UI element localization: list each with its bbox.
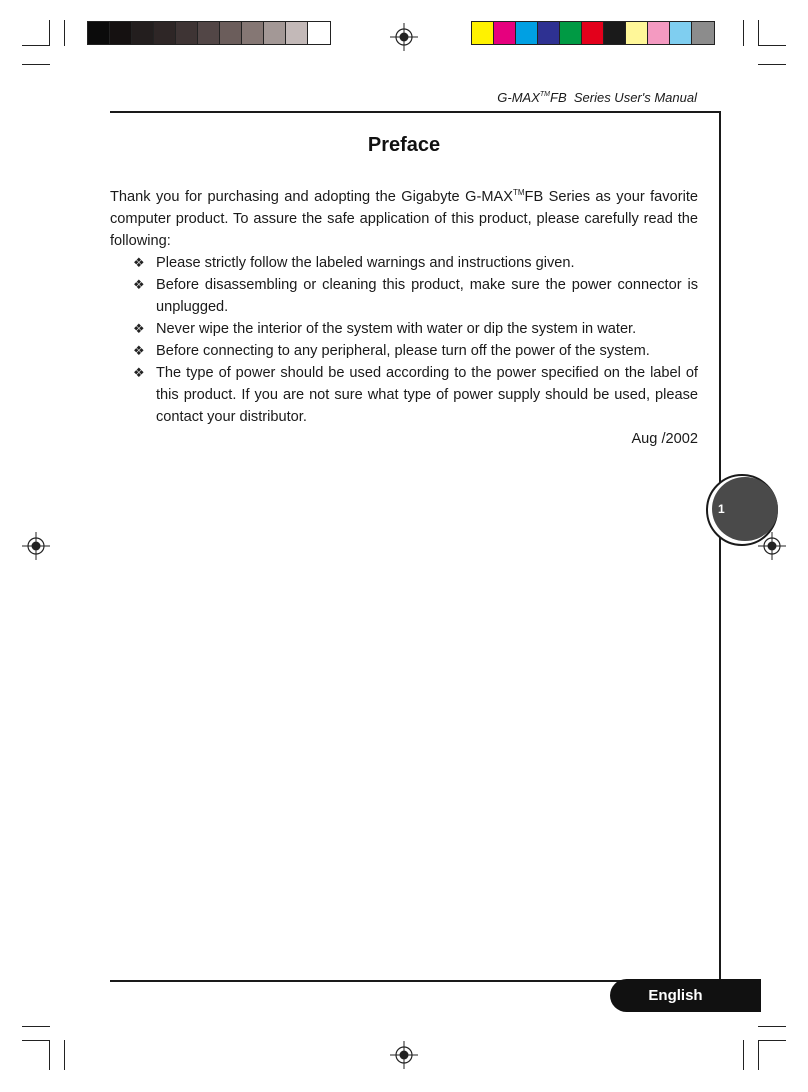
color-swatch	[538, 22, 560, 44]
registration-mark-icon	[389, 22, 419, 52]
page-number: 1	[718, 502, 725, 516]
intro-text-a: Thank you for purchasing and adopting the Gigabyte G-MAX	[110, 189, 513, 205]
color-swatch	[692, 22, 714, 44]
crop-mark	[758, 45, 786, 46]
crop-mark	[758, 20, 759, 46]
diamond-bullet-icon: ❖	[133, 343, 145, 358]
color-swatch	[88, 22, 110, 44]
crop-mark	[22, 45, 50, 46]
warning-list	[110, 252, 698, 428]
preface-body	[110, 182, 698, 450]
color-swatch	[494, 22, 516, 44]
color-swatch	[198, 22, 220, 44]
process-color-bar	[471, 21, 715, 45]
crop-mark	[64, 1040, 65, 1070]
color-swatch	[308, 22, 330, 44]
color-swatch	[516, 22, 538, 44]
language-tab: English	[610, 979, 761, 1012]
color-swatch	[264, 22, 286, 44]
running-header	[497, 90, 697, 105]
registration-mark-icon	[21, 531, 51, 561]
crop-mark	[64, 20, 65, 46]
list-item-text: The type of power should be used according to the power specified on the label of this product. If you are not sure what type of power supply should be used, please contact your distributor.	[156, 365, 698, 425]
preface-date: Aug /2002	[631, 431, 698, 447]
diamond-bullet-icon: ❖	[133, 277, 145, 292]
color-swatch	[648, 22, 670, 44]
color-swatch	[582, 22, 604, 44]
grayscale-color-bar	[87, 21, 331, 45]
intro-trademark: TM	[512, 188, 525, 197]
color-swatch	[242, 22, 264, 44]
list-item	[110, 318, 698, 340]
crop-mark	[743, 20, 744, 46]
crop-mark	[49, 1040, 50, 1070]
crop-mark	[743, 1040, 744, 1070]
header-rest: FB Series User's Manual	[550, 90, 697, 105]
diamond-bullet-icon: ❖	[133, 365, 145, 380]
intro-text-b: FB Series as your favorite computer product. To assure the safe application of this product, please carefully read the following:	[110, 189, 698, 249]
list-item	[110, 274, 698, 318]
header-rule	[110, 111, 721, 113]
list-item-text: Never wipe the interior of the system with water or dip the system in water.	[156, 321, 637, 337]
crop-mark	[758, 1026, 786, 1027]
crop-mark	[22, 64, 50, 65]
color-swatch	[626, 22, 648, 44]
color-swatch	[560, 22, 582, 44]
color-swatch	[220, 22, 242, 44]
crop-mark	[758, 1040, 759, 1070]
crop-mark	[22, 1026, 50, 1027]
diamond-bullet-icon: ❖	[133, 255, 145, 270]
diamond-bullet-icon: ❖	[133, 321, 145, 336]
list-item-text: Please strictly follow the labeled warnings and instructions given.	[156, 255, 575, 271]
color-swatch	[670, 22, 692, 44]
intro-paragraph	[110, 182, 698, 252]
color-swatch	[604, 22, 626, 44]
list-item-text: Before connecting to any peripheral, please turn off the power of the system.	[156, 343, 650, 359]
crop-mark	[22, 1040, 50, 1041]
crop-mark	[49, 20, 50, 46]
color-swatch	[286, 22, 308, 44]
color-swatch	[472, 22, 494, 44]
list-item	[110, 252, 698, 274]
list-item-text: Before disassembling or cleaning this product, make sure the power connector is unplugged.	[156, 277, 698, 315]
crop-mark	[758, 1040, 786, 1041]
color-swatch	[176, 22, 198, 44]
color-swatch	[154, 22, 176, 44]
crop-mark	[758, 64, 786, 65]
page-frame-line	[719, 111, 721, 982]
list-item	[110, 362, 698, 428]
page-title: Preface	[367, 134, 441, 156]
color-swatch	[110, 22, 132, 44]
registration-mark-icon	[389, 1040, 419, 1070]
list-item	[110, 340, 698, 362]
header-trademark: TM	[539, 91, 551, 98]
color-swatch	[132, 22, 154, 44]
header-brand: G-MAX	[497, 90, 540, 105]
